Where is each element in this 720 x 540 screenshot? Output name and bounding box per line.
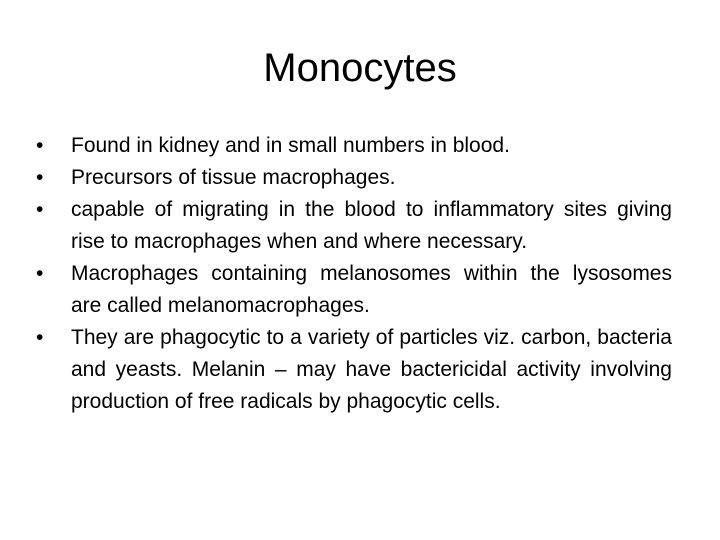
bullet-item bbox=[36, 258, 672, 322]
bullet-icon: • bbox=[36, 166, 44, 189]
bullet-icon: • bbox=[36, 198, 44, 221]
bullet-item bbox=[36, 162, 672, 194]
bullet-list bbox=[36, 130, 672, 418]
slide-title: Monocytes bbox=[263, 46, 457, 90]
bullet-text: Precursors of tissue macrophages. bbox=[71, 166, 396, 189]
bullet-item bbox=[36, 130, 672, 162]
bullet-icon: • bbox=[36, 326, 44, 349]
bullet-item bbox=[36, 194, 672, 258]
bullet-text: capable of migrating in the blood to inflammatory sites giving rise to macrophages when and where necessary. bbox=[71, 198, 672, 253]
bullet-item bbox=[36, 322, 672, 418]
bullet-text: Macrophages containing melanosomes within the lysosomes are called melanomacrophages. bbox=[71, 262, 672, 317]
bullet-text: They are phagocytic to a variety of particles viz. carbon, bacteria and yeasts. Melanin – may have bactericidal activity involving production of free radicals by phagocytic cells. bbox=[71, 326, 672, 413]
bullet-icon: • bbox=[36, 262, 44, 285]
bullet-icon: • bbox=[36, 134, 44, 157]
bullet-text: Found in kidney and in small numbers in blood. bbox=[71, 134, 510, 157]
